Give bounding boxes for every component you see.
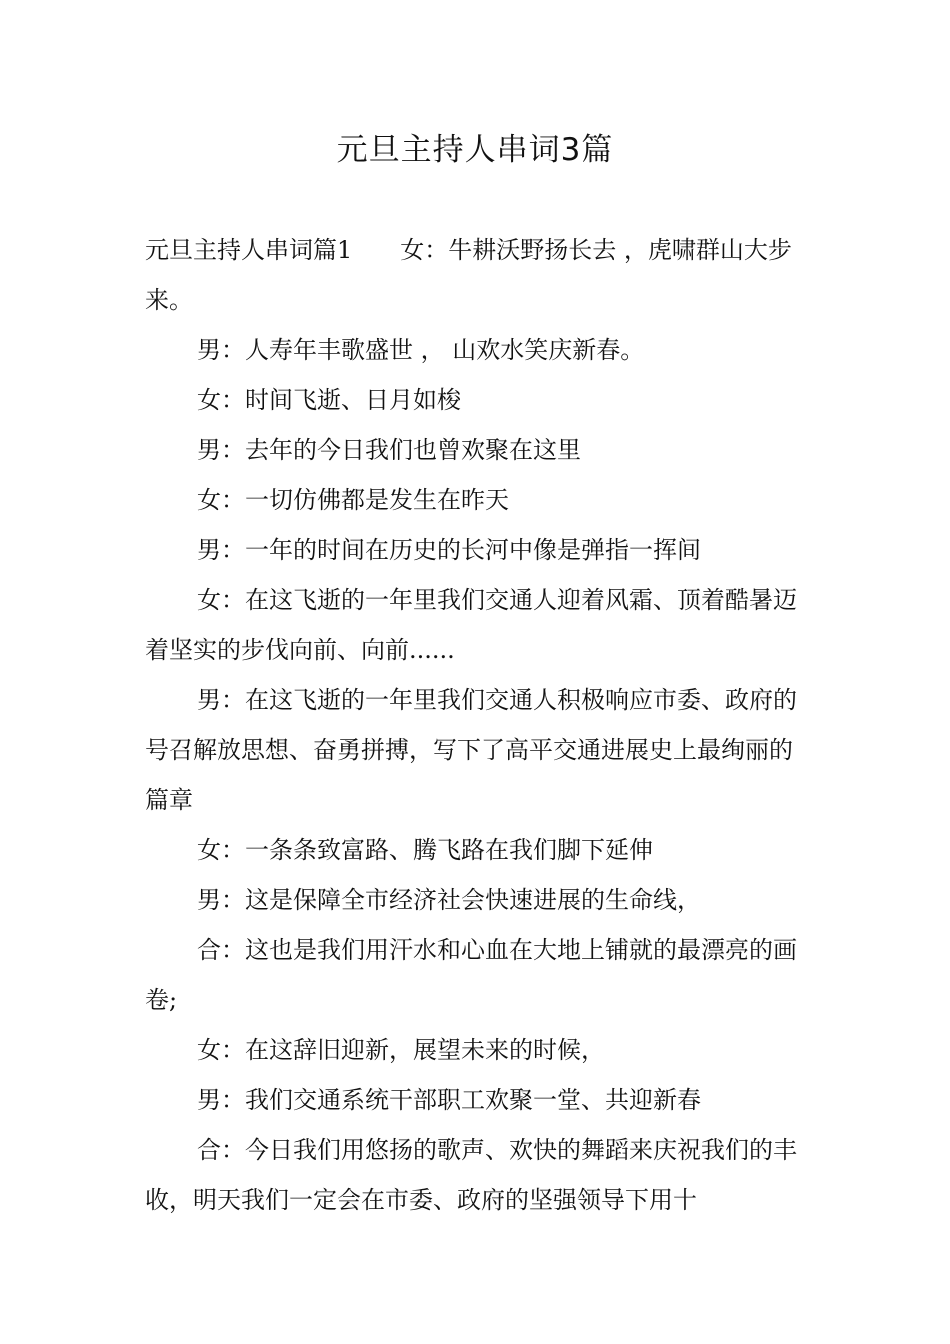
- paragraph-7: 女：在这飞逝的一年里我们交通人迎着风霜、顶着酷暑迈着坚实的步伐向前、向前......: [145, 586, 797, 664]
- paragraph-11: 合：这也是我们用汗水和心血在大地上铺就的最漂亮的画卷;: [145, 936, 797, 1014]
- section-heading: 元旦主持人串词篇1: [145, 236, 353, 264]
- paragraph-4: 男：去年的今日我们也曾欢聚在这里: [197, 436, 581, 464]
- paragraph-6: 男：一年的时间在历史的长河中像是弹指一挥间: [197, 536, 701, 564]
- paragraph-1: [145, 225, 810, 325]
- paragraph-10: 男：这是保障全市经济社会快速进展的生命线，: [197, 886, 701, 914]
- paragraph-12: 女：在这辞旧迎新，展望未来的时候，: [197, 1036, 605, 1064]
- paragraph-5: 女：一切仿佛都是发生在昨天: [197, 486, 509, 514]
- paragraph-9: 女：一条条致富路、腾飞路在我们脚下延伸: [197, 836, 653, 864]
- paragraph-2: 男：人寿年丰歌盛世 ， 山欢水笑庆新春。: [197, 336, 645, 364]
- paragraph-8: 男：在这飞逝的一年里我们交通人积极响应市委、政府的号召解放思想、奋勇拼搏，写下了高平交通进展史上最绚丽的篇章: [145, 686, 797, 814]
- document-title: 元旦主持人串词3篇: [336, 132, 614, 168]
- paragraph-13: 男：我们交通系统干部职工欢聚一堂、共迎新春: [197, 1086, 701, 1114]
- paragraph-3: 女：时间飞逝、日月如梭: [197, 386, 461, 414]
- paragraph-14: 合：今日我们用悠扬的歌声、欢快的舞蹈来庆祝我们的丰收，明天我们一定会在市委、政府的坚强领导下用十: [145, 1136, 797, 1214]
- document-body: [145, 225, 810, 1225]
- line-text: 女：牛耕沃野扬长去 ，虎啸群山大步来。: [145, 236, 792, 314]
